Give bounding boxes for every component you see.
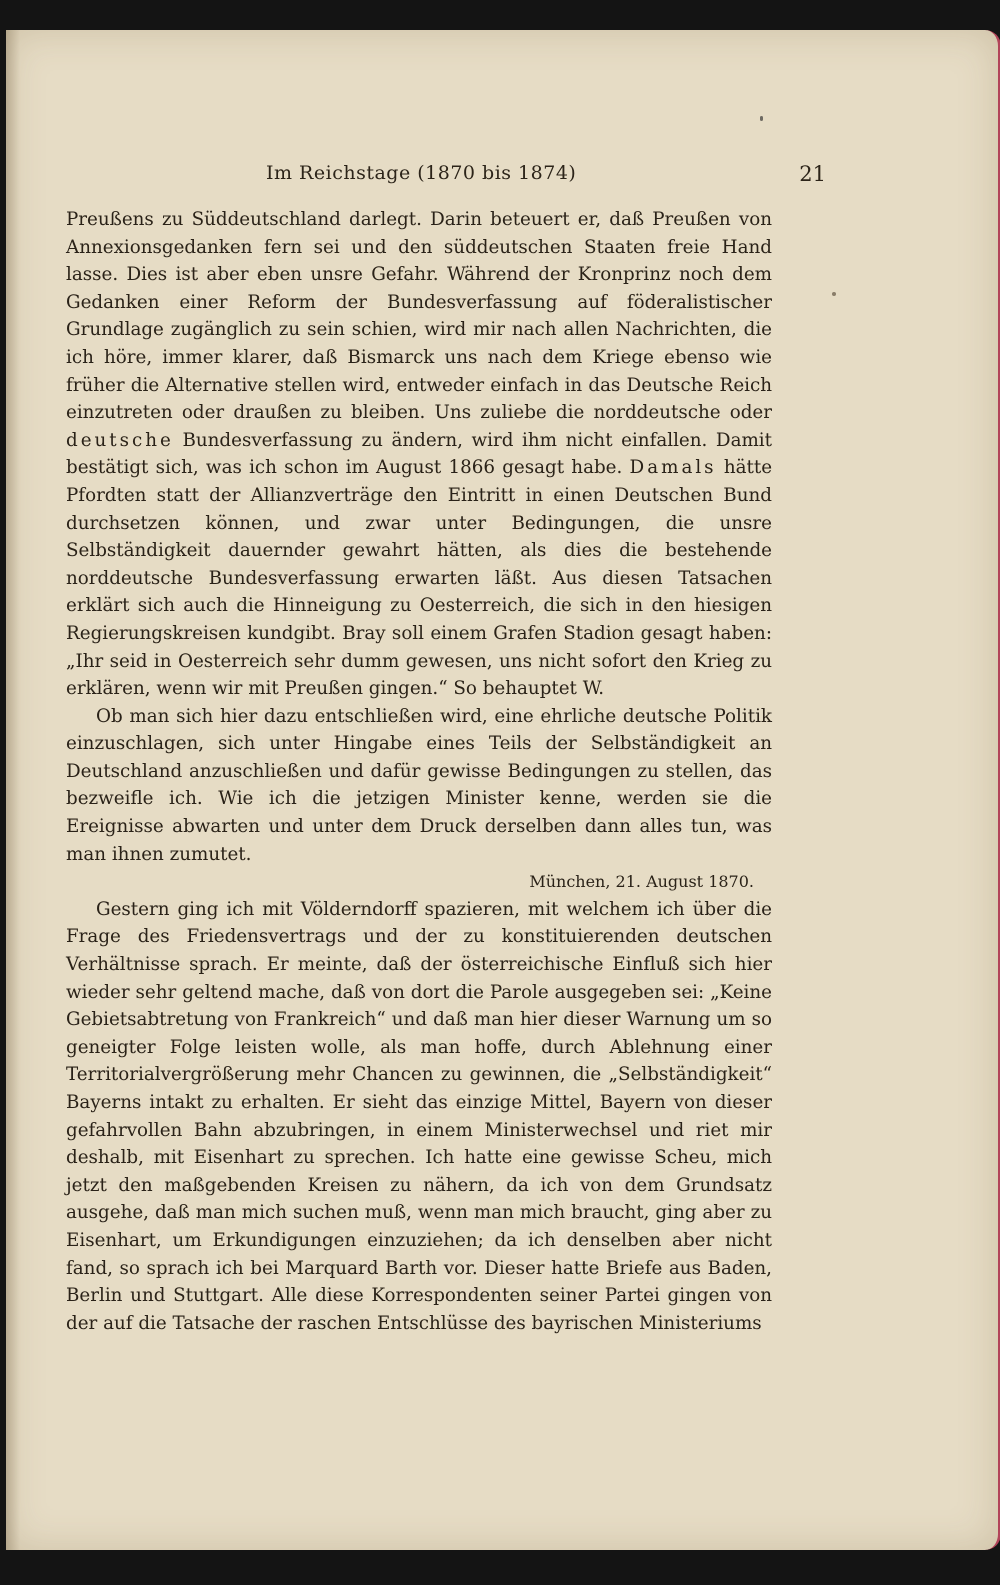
- body-text: [66, 206, 772, 1337]
- running-title: Im Reichstage (1870 bis 1874): [266, 162, 577, 184]
- dateline: München, 21. August 1870.: [529, 872, 754, 892]
- paragraph: Ob man sich hier dazu entschließen wird, eine ehrliche deutsche Politik einzuschlagen, sich unter Hingabe eines Teils der Selbständigkeit an Deutschland anzuschließen und dafür gewisse Bedingungen zu stellen, das bezweifle ich. Wie ich die jetzigen Minister kenne, werden sie die Ereignisse abwarten und unter dem Druck derselben dann alles tun, was man ihnen zumutet.: [66, 705, 772, 865]
- text-run: hätte Pfordten statt der Allianzverträge den Eintritt in einen Deutschen Bund durchsetzen können, und zwar unter Bedingungen, die unsre Selbständigkeit dauernder gewahrt hätten, als dies die bestehende norddeutsche Bundesverfassung erwarten läßt. Aus diesen Tatsachen erklärt sich auch die Hinneigung zu Oesterreich, die sich in den hiesigen Regierungskreisen kundgibt. Bray soll einem Grafen Stadion gesagt haben: „Ihr seid in Oesterreich sehr dumm gewesen, uns nicht sofort den Krieg zu erklären, wenn wir mit Preußen gingen.“ So behauptet W.: [66, 457, 773, 700]
- running-header: [66, 162, 826, 196]
- text-run: Preußens zu Süddeutschland darlegt. Darin beteuert er, daß Preußen von Annexionsgedanken fern sei und den süddeutschen Staaten freie Hand lasse. Dies ist aber eben unsre Gefahr. Während der Kronprinz noch dem Gedanken einer Reform der Bundesverfassung auf föderalistischer Grundlage zugänglich zu sein schien, wird mir nach allen Nachrichten, die ich höre, immer klarer, daß Bismarck uns nach dem Kriege ebenso wie früher die Alternative stellen wird, entweder einfach in das Deutsche Reich einzutreten oder draußen zu bleiben. Uns zuliebe die norddeutsche oder: [66, 209, 772, 424]
- text-run: Bundesverfassung zu ändern, wird ihm nicht einfallen. Damit bestätigt sich, was ich schon im August 1866 gesagt habe.: [66, 429, 772, 479]
- emphasized-word: Damals: [629, 457, 717, 479]
- emphasized-word: deutsche: [66, 429, 174, 451]
- book-page: [6, 30, 1000, 1550]
- page-number: 21: [799, 162, 826, 186]
- paragraph: Gestern ging ich mit Völderndorff spazieren, mit welchem ich über die Frage des Friedensvertrags und der zu konstituierenden deutschen Verhältnisse sprach. Er meinte, daß der österreichische Einfluß sich hier wieder sehr geltend mache, daß von dort die Parole ausgegeben sei: „Keine Gebietsabtretung von Frankreich“ und daß man hier dieser Warnung um so geneigter Folge leisten wolle, als man hoffe, durch Ablehnung einer Territorialvergrößerung mehr Chancen zu gewinnen, die „Selbständigkeit“ Bayerns intakt zu erhalten. Er sieht das einzige Mittel, Bayern von dieser gefahrvollen Bahn abzubringen, in einem Ministerwechsel und riet mir deshalb, mit Eisenhart zu sprechen. Ich hatte eine gewisse Scheu, mich jetzt den maßgebenden Kreisen zu nähern, da ich von dem Grundsatz ausgehe, daß man mich suchen muß, wenn man mich braucht, ging aber zu Eisenhart, um Erkundigungen einzuziehen; da ich denselben aber nicht fand, so sprach ich bei Marquard Barth vor. Dieser hatte Briefe aus Baden, Berlin und Stuttgart. Alle diese Korrespondenten seiner Partei gingen von der auf die Tatsache der raschen Entschlüsse des bayrischen Ministeriums: [66, 898, 772, 1334]
- paper-speck: [832, 292, 836, 296]
- paper-speck: [760, 116, 763, 121]
- paragraph-continued: [66, 206, 772, 703]
